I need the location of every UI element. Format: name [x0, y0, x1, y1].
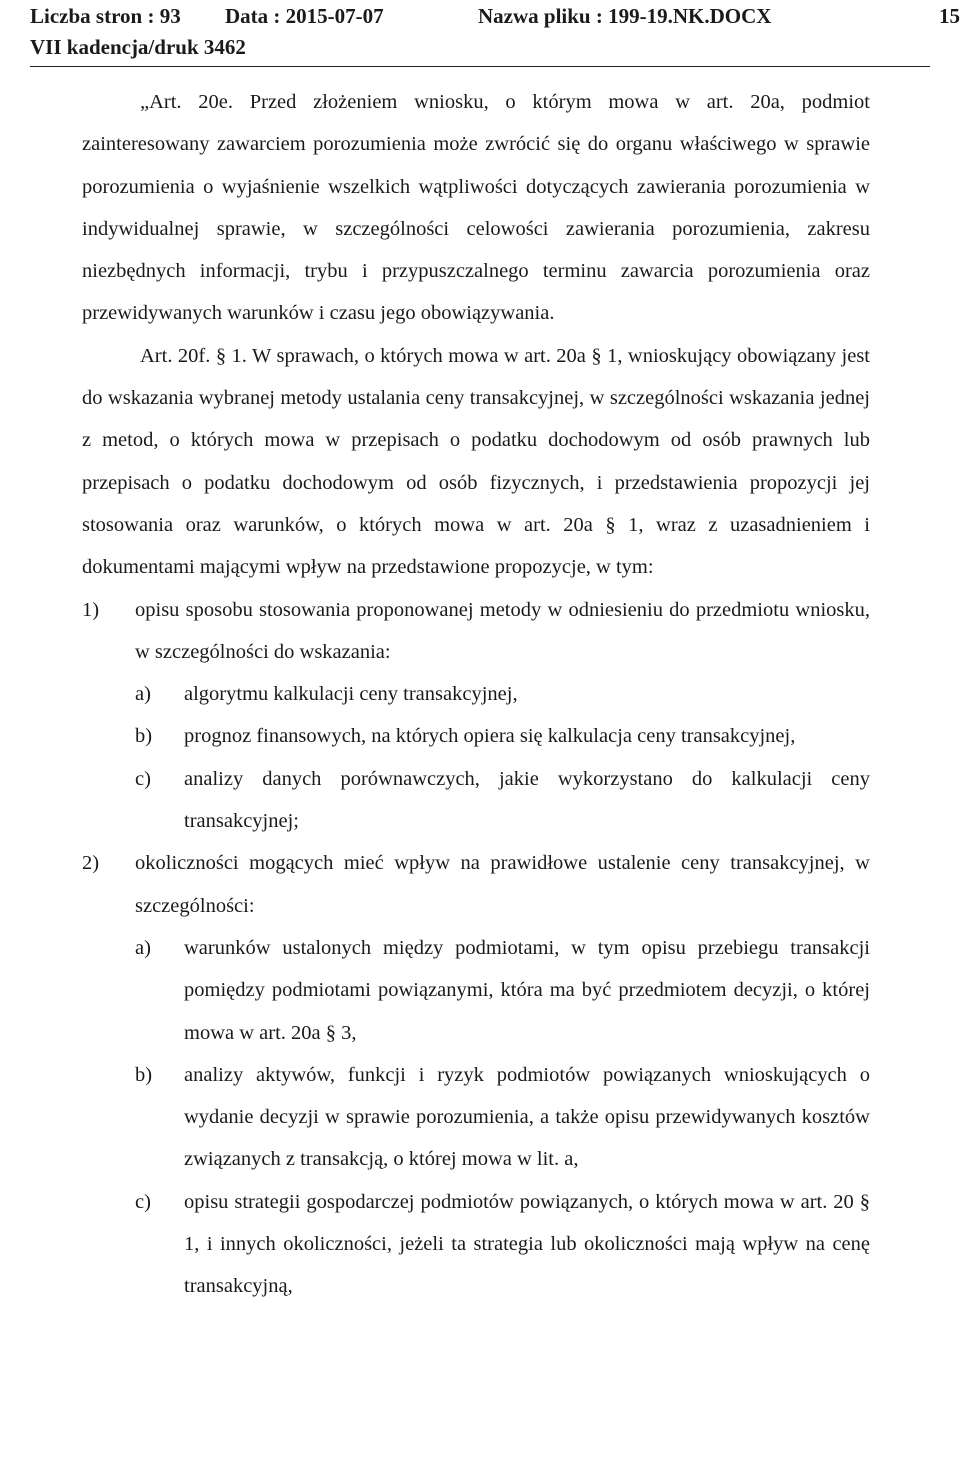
- letter-marker: a): [135, 936, 151, 959]
- letter-marker: c): [135, 1190, 151, 1213]
- point-2-letter-a: [82, 927, 870, 1054]
- letter-text: analizy aktywów, funkcji i ryzyk podmiotów powiązanych wnioskujących o wydanie decyzji w sprawie porozumienia, a także opisu przewidywanych kosztów związanych z transakcją, o której mowa w lit. a,: [184, 1063, 870, 1171]
- point-marker: 1): [82, 598, 100, 621]
- letter-text: prognoz finansowych, na których opiera się kalkulacja ceny transakcyjnej,: [184, 725, 796, 748]
- page-count: Liczba stron : 93: [30, 4, 181, 28]
- letter-text: warunków ustalonych między podmiotami, w tym opisu przebiegu transakcji pomiędzy podmiotami powiązanymi, która ma być przedmiotem decyzji, o której mowa w art. 20a § 3,: [184, 936, 870, 1044]
- document-header: [30, 2, 960, 62]
- letter-text: algorytmu kalkulacji ceny transakcyjnej,: [184, 683, 518, 706]
- header-divider: [30, 66, 930, 67]
- page-number: 15: [939, 4, 960, 28]
- point-1-letter-c: [82, 758, 870, 843]
- article-20f: Art. 20f. § 1. W sprawach, o których mowa w art. 20a § 1, wnioskujący obowiązany jest do wskazania wybranej metody ustalania ceny transakcyjnej, w szczególności wskazania jednej z metod, o których mowa w przepisach o podatku dochodowym od osób prawnych lub przepisach o podatku dochodowym od osób fizycznych, i przedstawienia propozycji jej stosowania oraz warunków, o których mowa w art. 20a § 1, wraz z uzasadnieniem i dokumentami mającymi wpływ na przedstawione propozycje, w tym:: [82, 344, 870, 579]
- point-1-letter-a: [82, 673, 870, 715]
- point-1: [82, 589, 870, 674]
- point-text: okoliczności mogących mieć wpływ na prawidłowe ustalenie ceny transakcyjnej, w szczególności:: [135, 852, 870, 917]
- term-print-number: VII kadencja/druk 3462: [30, 35, 246, 59]
- letter-marker: b): [135, 725, 153, 748]
- document-body: [82, 81, 870, 1308]
- letter-text: analizy danych porównawczych, jakie wykorzystano do kalkulacji ceny transakcyjnej;: [184, 767, 870, 833]
- letter-marker: a): [135, 683, 151, 706]
- point-2-letter-c: [82, 1181, 870, 1308]
- letter-text: opisu strategii gospodarczej podmiotów powiązanych, o których mowa w art. 20 § 1, i innych okoliczności, jeżeli ta strategia lub okoliczności mają wpływ na cenę transakcyjną,: [184, 1190, 870, 1298]
- point-1-letter-b: [82, 715, 870, 757]
- point-2-letter-b: [82, 1054, 870, 1181]
- point-marker: 2): [82, 852, 100, 875]
- point-2: [82, 842, 870, 927]
- document-date: Data : 2015-07-07: [225, 4, 384, 28]
- letter-marker: b): [135, 1063, 153, 1086]
- letter-marker: c): [135, 767, 151, 790]
- article-20e: „Art. 20e. Przed złożeniem wniosku, o którym mowa w art. 20a, podmiot zainteresowany zawarciem porozumienia może zwrócić się do organu właściwego w sprawie porozumienia o wyjaśnienie wszelkich wątpliwości dotyczących zawierania porozumienia w indywidualnej sprawie, w szczególności celowości zawierania porozumienia, zakresu niezbędnych informacji, trybu i przypuszczalnego terminu zawarcia porozumienia oraz przewidywanych warunków i czasu jego obowiązywania.: [82, 91, 870, 325]
- point-text: opisu sposobu stosowania proponowanej metody w odniesieniu do przedmiotu wniosku, w szczególności do wskazania:: [135, 598, 870, 663]
- header-meta-row: Liczba stron : 93 Data : 2015-07-07 Nazwa pliku : 199-19.NK.DOCX 15: [30, 4, 960, 28]
